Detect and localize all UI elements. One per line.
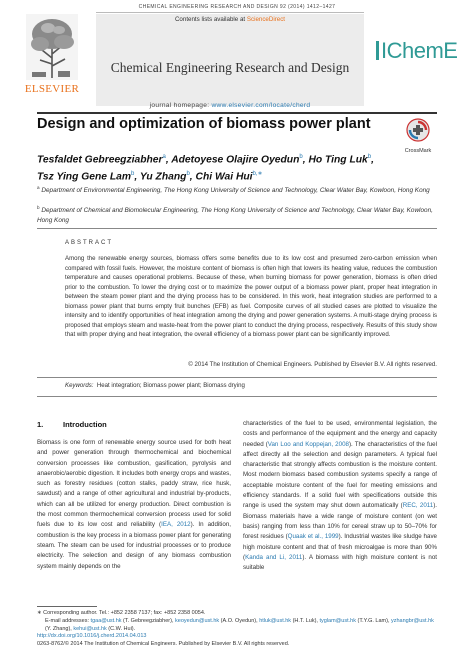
homepage-link[interactable]: www.elsevier.com/locate/cherd xyxy=(211,102,311,109)
author-separator: , xyxy=(302,154,309,166)
abstract-copyright: © 2014 The Institution of Chemical Engineers. Published by Elsevier B.V. All rights reserved. xyxy=(188,361,437,368)
author-affiliation-marker[interactable]: a xyxy=(162,154,166,160)
email-link-4[interactable]: tyglam@ust.hk xyxy=(319,617,356,624)
citation-vanloo[interactable]: Van Loo and Koppejan, 2008 xyxy=(267,440,349,448)
journal-title: Chemical Engineering Research and Design xyxy=(110,60,350,75)
author-line-1 xyxy=(37,150,437,167)
affiliation-a-marker: a xyxy=(37,185,40,190)
intro-text-1: Biomass is one form of renewable energy source used for both heat and power generation through thermochemical and biochemical conversion processes like combustion, gasification, pyrolysis and anaerobic/aerobic digestion. It includes both energy crops and wastes, such as forestry residues (cotton stalks, paddy straw, rice husk, sawdust) and a range of other agricultural and industrial by-products, which can all be utilized for energy production. Direct combustion is the most common thermochemical conversion process used for solid fuels due to its low cost and reliability ( xyxy=(37,439,231,529)
affiliation-b-marker: b xyxy=(37,205,40,210)
running-head: CHEMICAL ENGINEERING RESEARCH AND DESIGN 92 (2014) 1412–1427 xyxy=(138,4,336,10)
affiliation-a xyxy=(37,183,437,196)
email-link-1[interactable]: tgaa@ust.hk xyxy=(90,617,122,624)
affiliation-a-text: Department of Environmental Engineering, The Hong Kong University of Science and Technology, Clear Water Bay, Kowloon, Hong Kong xyxy=(41,187,430,195)
keywords-top-rule xyxy=(37,377,437,378)
citation-rec[interactable]: REC, 2011 xyxy=(402,502,434,510)
intro-text-5: ). Biomass materials have a wide range of moisture content (on wet basis) ranging from less than 10% for cereal straw up to 50–70% for forest residues ( xyxy=(243,502,437,541)
header-divider xyxy=(37,112,437,114)
crossmark-badge[interactable] xyxy=(398,118,438,154)
author-separator: , xyxy=(134,171,140,183)
intro-text-6: ). Industrial wastes like sludge have high moisture content and that of fresh microalgae is more than 90% ( xyxy=(243,533,437,561)
intro-text-3: characteristics of the fuel to be used, environmental legislation, the costs and performance of the equipment and the energy and capacity needed ( xyxy=(243,420,437,448)
abstract-label: ABSTRACT xyxy=(65,240,114,246)
keywords-bottom-rule xyxy=(37,396,437,397)
homepage-prefix: journal homepage: xyxy=(149,102,212,109)
email-owner-6: (C.W. Hui). xyxy=(106,625,136,632)
issn-line: 0263-8762/© 2014 The Institution of Chemical Engineers. Published by Elsevier B.V. All rights reserved. xyxy=(37,641,290,648)
keywords-list: Heat integration; Biomass power plant; Biomass drying xyxy=(96,382,245,389)
keywords-label: Keywords: xyxy=(65,382,94,389)
author-name: Yu Zhang xyxy=(139,171,187,183)
affiliation-b xyxy=(37,203,437,225)
icheme-logo xyxy=(376,38,457,64)
icheme-bar-icon xyxy=(376,41,379,60)
author-name: Adetoyese Olajire Oyedun xyxy=(171,154,300,166)
banner-divider xyxy=(96,12,364,13)
email-owner-4: (T.Y.G. Lam), xyxy=(355,617,391,624)
email-link-6[interactable]: kehui@ust.hk xyxy=(73,625,107,632)
elsevier-logo xyxy=(22,14,82,106)
email-link-2[interactable]: keoyedun@ust.hk xyxy=(175,617,220,624)
author-name: Ho Ting Luk xyxy=(308,154,368,166)
section-number: 1. xyxy=(37,420,44,429)
footnote-rule xyxy=(37,606,97,607)
sciencedirect-link[interactable]: ScienceDirect xyxy=(246,16,286,23)
author-list xyxy=(37,150,437,185)
email-owner-5: (Y. Zhang), xyxy=(45,625,74,632)
homepage-line xyxy=(96,102,364,109)
section-heading-introduction xyxy=(37,420,107,429)
keywords xyxy=(65,382,245,389)
citation-kanda[interactable]: Kanda and Li, 2011 xyxy=(245,553,303,561)
author-name: Tesfaldet Gebreegziabher xyxy=(37,154,163,166)
email-link-3[interactable]: htluk@ust.hk xyxy=(259,617,292,624)
author-affiliation-marker[interactable]: b xyxy=(131,171,135,178)
body-column-left xyxy=(37,438,231,572)
doi-link[interactable]: http://dx.doi.org/10.1016/j.cherd.2014.04.013 xyxy=(37,633,147,640)
author-affiliation-marker[interactable]: b xyxy=(299,154,303,160)
author-separator: , xyxy=(189,171,196,183)
footnotes xyxy=(37,610,437,649)
footnote-emails xyxy=(37,618,437,634)
crossmark-icon xyxy=(406,118,430,142)
author-affiliation-marker[interactable]: b xyxy=(186,171,190,178)
intro-text-2: ). In addition, combustion is the key process in a biomass power plant for generating steam. The steam can be used for industrial processes or to produce electricity. The selection and design of any biomass combustion system mainly depends on the xyxy=(37,521,231,570)
author-name: Chi Wai Hui xyxy=(195,171,253,183)
section-title: Introduction xyxy=(63,420,107,429)
abstract-text: Among the renewable energy sources, biomass offers some benefits due to its low cost and presumed zero-carbon emission when compared with fossil fuels. However, the moisture content of biomass is often high that lowers its heating value, reduces the combustion temperature and causes operational problems. Because of these, when burning biomass for power generation, biomass is often dried prior to the combustion. To lower the drying cost or to maximize the power output of a biomass power plant, proper heat integration in between the steam power plant and the drying process has to be considered. In this work, heat integration studies are performed to a biomass power plant that burns empty fruit bunches (EFB) as fuel. Composite curves of all studied cases are plotted to visualize the intensity and to identify opportunities of heat integration among the drying and power generation systems. A multi-stage drying process is proposed that employs steam and waste-heat from the power plant to conduct the drying process, respectively. Results of this study show that with proper drying and heat integration, the overall efficiency of a biomass power plant can be significantly improved. xyxy=(65,255,437,338)
author-separator: , xyxy=(371,154,374,166)
email-owner-1: (T. Gebreegziabher), xyxy=(121,617,176,624)
contents-prefix: Contents lists available at xyxy=(174,16,247,23)
paper-title: Design and optimization of biomass power plant xyxy=(37,116,371,132)
body-column-right xyxy=(243,419,437,573)
footnote-corresponding: ∗ Corresponding author. Tel.: +852 2358 7137; fax: +852 2358 0054. xyxy=(37,610,206,616)
journal-banner xyxy=(96,14,364,109)
crossmark-label: CrossMark xyxy=(404,148,432,154)
email-link-5[interactable]: yzhangbr@ust.hk xyxy=(391,617,434,624)
citation-iea[interactable]: IEA, 2012 xyxy=(161,521,191,529)
intro-text-4: ). The characteristics of the fuel affect directly all the selection and design parameters. A typical fuel characteristic that strongly affects combustion is the moisture content. Most modern biomass based combustion systems specify a range of acceptable moisture content of the fuel for meeting emissions and efficiency standards. If a solid fuel with specifications outside this range is used the system may shut down automatically ( xyxy=(243,440,437,510)
elsevier-tree-icon xyxy=(26,14,78,80)
elsevier-wordmark: ELSEVIER xyxy=(24,83,80,95)
author-name: Tsz Ying Gene Lam xyxy=(37,171,132,183)
intro-text-7: ). A biomass with high moisture content is not suitable xyxy=(243,553,437,572)
author-separator: , xyxy=(165,154,172,166)
author-affiliation-marker[interactable]: b,∗ xyxy=(252,171,263,178)
abstract-top-rule xyxy=(37,228,437,229)
email-owner-2: (A.O. Oyedun), xyxy=(219,617,260,624)
icheme-wordmark: IChemE xyxy=(381,38,458,63)
author-affiliation-marker[interactable]: b xyxy=(367,154,372,160)
email-owner-3: (H.T. Luk), xyxy=(291,617,320,624)
affiliation-b-text: Department of Chemical and Biomolecular Engineering, The Hong Kong University of Science and Technology, Clear Water Bay, Kowloon, Hong Kong xyxy=(37,207,433,224)
citation-quaak[interactable]: Quaak et al., 1999 xyxy=(287,533,339,541)
contents-line xyxy=(96,14,364,23)
email-prefix: E-mail addresses: xyxy=(45,617,91,624)
